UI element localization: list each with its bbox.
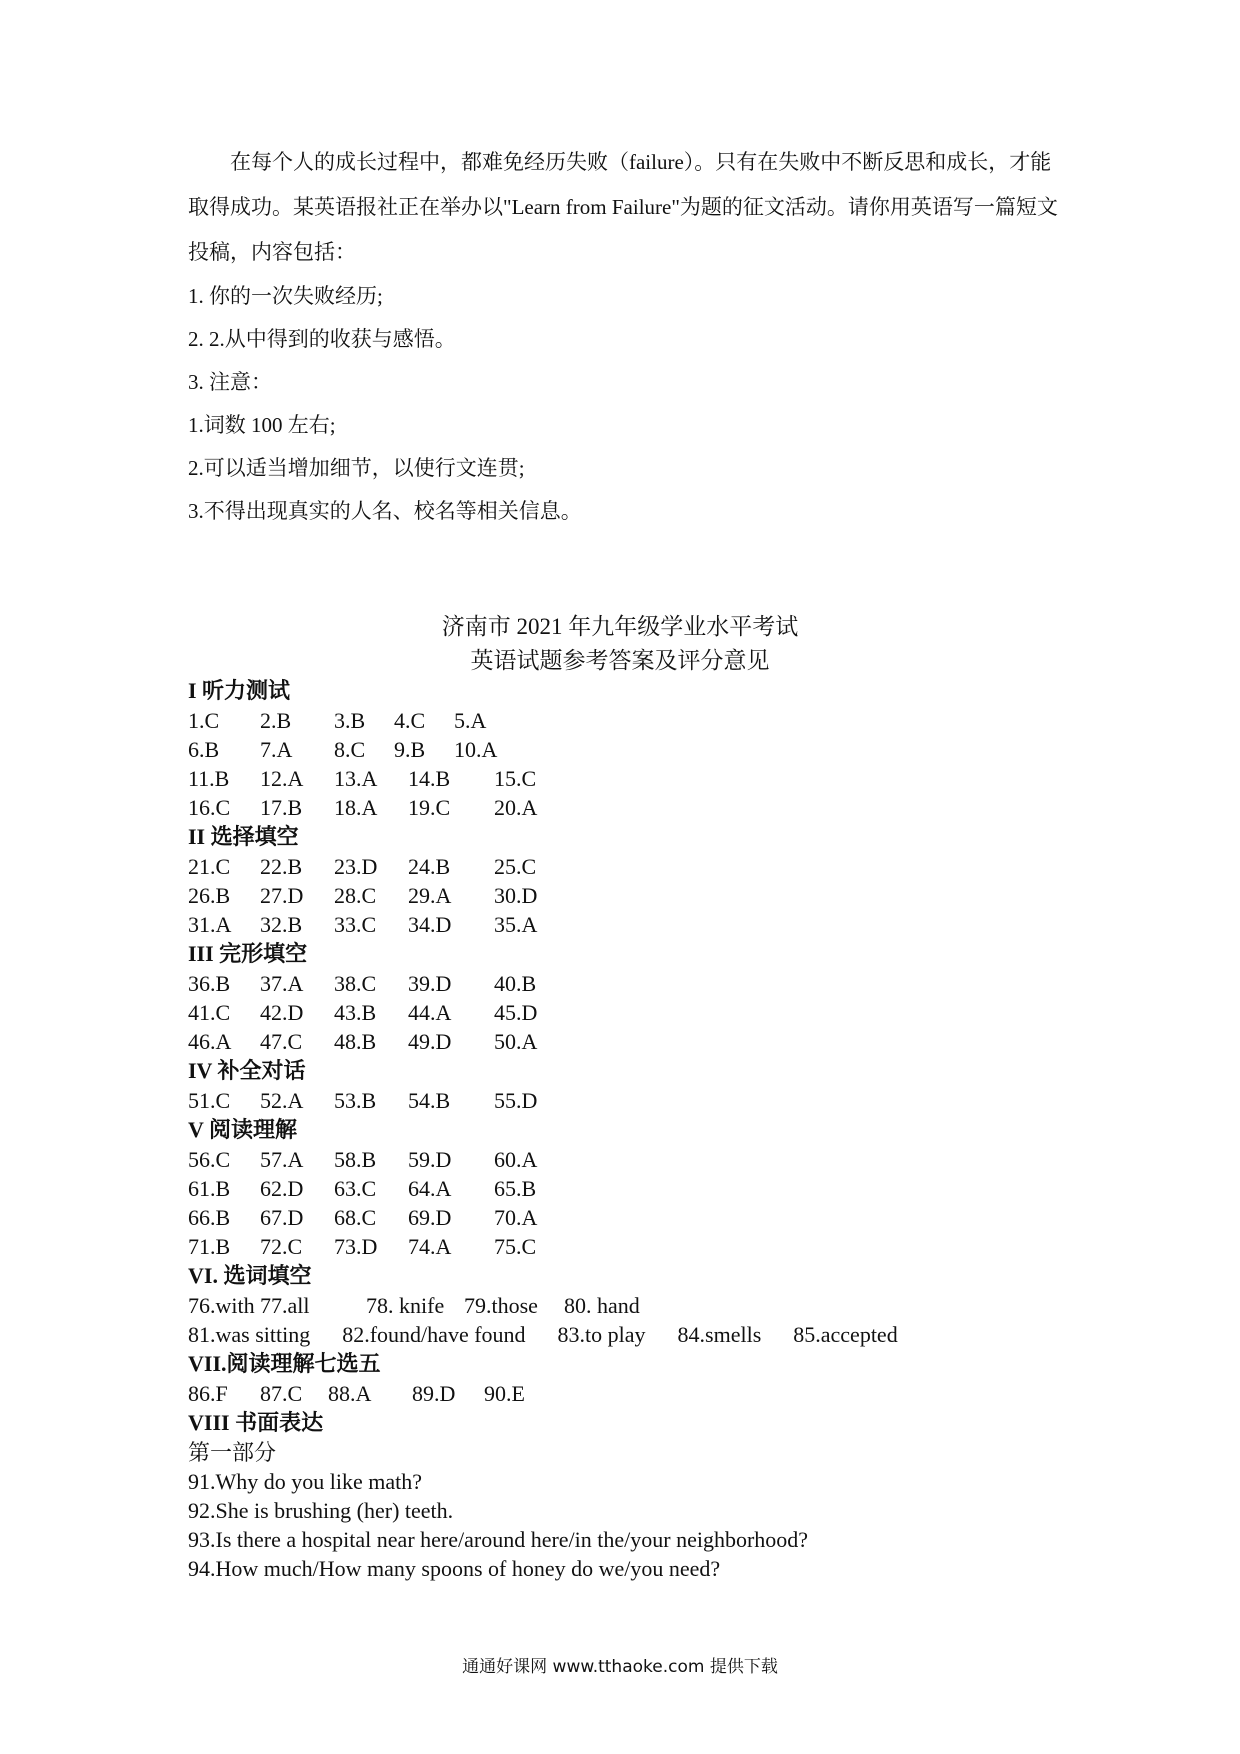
answer-cell: 60.A xyxy=(494,1147,538,1172)
answer-key-subtitle: 英语试题参考答案及评分意见 xyxy=(470,648,770,673)
section-heading: VIII 书面表达 xyxy=(188,1410,324,1435)
answer-row xyxy=(188,969,898,998)
answer-cell: 49.D xyxy=(408,1029,452,1054)
answer-key-title: 济南市 2021 年九年级学业水平考试 xyxy=(441,614,799,639)
answer-cell: 27.D xyxy=(260,883,304,908)
answer-cell: 9.B xyxy=(394,737,426,762)
answer-cell: 29.A xyxy=(408,883,452,908)
section-heading: VI. 选词填空 xyxy=(188,1263,312,1288)
answer-cell: 80. hand xyxy=(564,1293,640,1318)
answer-cell: 16.C xyxy=(188,795,231,820)
answer-key xyxy=(188,676,898,1583)
answer-row xyxy=(188,852,898,881)
prompt-item: 1. 你的一次失败经历; xyxy=(188,284,383,308)
answer-cell: 34.D xyxy=(408,912,452,937)
answer-cell: 72.C xyxy=(260,1234,303,1259)
answer-cell: 77.all xyxy=(260,1293,310,1318)
answer-cell: 32.B xyxy=(260,912,303,937)
answer-cell: 73.D xyxy=(334,1234,378,1259)
answer-cell: 52.A xyxy=(260,1088,304,1113)
answer-row xyxy=(188,735,898,764)
answer-cell: 40.B xyxy=(494,971,537,996)
answer-cell: 39.D xyxy=(408,971,452,996)
answer-sentence: 93.Is there a hospital near here/around here/in the/your neighborhood? xyxy=(188,1527,809,1552)
answer-cell: 4.C xyxy=(394,708,426,733)
answer-cell: 89.D xyxy=(412,1381,456,1406)
answer-cell: 30.D xyxy=(494,883,538,908)
answer-row xyxy=(188,1145,898,1174)
answer-cell: 12.A xyxy=(260,766,304,791)
answer-cell: 88.A xyxy=(328,1381,372,1406)
answer-cell: 33.C xyxy=(334,912,377,937)
answer-cell: 19.C xyxy=(408,795,451,820)
answer-cell: 22.B xyxy=(260,854,303,879)
answer-cell: 21.C xyxy=(188,854,231,879)
answer-cell: 41.C xyxy=(188,1000,231,1025)
writing-prompt xyxy=(188,140,1068,533)
answer-cell: 82.found/have found xyxy=(342,1322,526,1347)
answer-row xyxy=(188,998,898,1027)
answer-cell: 3.B xyxy=(334,708,366,733)
answer-cell: 38.C xyxy=(334,971,377,996)
answer-cell: 25.C xyxy=(494,854,537,879)
answer-sentence: 91.Why do you like math? xyxy=(188,1469,423,1494)
answer-cell: 85.accepted xyxy=(793,1322,898,1347)
section-heading: III 完形填空 xyxy=(188,941,308,966)
answer-cell: 43.B xyxy=(334,1000,377,1025)
answer-cell: 81.was sitting xyxy=(188,1322,311,1347)
answer-cell: 59.D xyxy=(408,1147,452,1172)
answer-row xyxy=(188,1174,898,1203)
answer-cell: 54.B xyxy=(408,1088,451,1113)
answer-cell: 78. knife xyxy=(366,1293,445,1318)
answer-row xyxy=(188,881,898,910)
answer-cell: 71.B xyxy=(188,1234,231,1259)
answer-row xyxy=(188,1320,898,1349)
answer-row xyxy=(188,706,898,735)
answer-cell: 23.D xyxy=(334,854,378,879)
answer-cell: 15.C xyxy=(494,766,537,791)
answer-cell: 90.E xyxy=(484,1381,525,1406)
answer-cell: 64.A xyxy=(408,1176,452,1201)
answer-cell: 2.B xyxy=(260,708,292,733)
answer-row xyxy=(188,1379,898,1408)
answer-cell: 11.B xyxy=(188,766,230,791)
prompt-item: 2.可以适当增加细节，以使行文连贯; xyxy=(188,456,525,480)
answer-cell: 7.A xyxy=(260,737,293,762)
answer-cell: 31.A xyxy=(188,912,232,937)
prompt-item: 1.词数 100 左右; xyxy=(188,413,336,437)
answer-cell: 62.D xyxy=(260,1176,304,1201)
answer-cell: 36.B xyxy=(188,971,231,996)
answer-row xyxy=(188,1086,898,1115)
answer-row xyxy=(188,1232,898,1261)
answer-cell: 83.to play xyxy=(557,1322,646,1347)
answer-cell: 17.B xyxy=(260,795,303,820)
answer-cell: 58.B xyxy=(334,1147,377,1172)
answer-cell: 55.D xyxy=(494,1088,538,1113)
prompt-item: 3. 注意： xyxy=(188,370,272,394)
answer-cell: 8.C xyxy=(334,737,366,762)
prompt-item: 2. 2.从中得到的收获与感悟。 xyxy=(188,327,456,351)
part-label: 第一部分 xyxy=(188,1440,277,1465)
answer-cell: 44.A xyxy=(408,1000,452,1025)
answer-cell: 75.C xyxy=(494,1234,537,1259)
answer-row xyxy=(188,1027,898,1056)
answer-cell: 53.B xyxy=(334,1088,377,1113)
answer-cell: 47.C xyxy=(260,1029,303,1054)
answer-cell: 45.D xyxy=(494,1000,538,1025)
answer-sentence: 94.How much/How many spoons of honey do we/you need? xyxy=(188,1556,721,1581)
answer-cell: 37.A xyxy=(260,971,304,996)
answer-cell: 69.D xyxy=(408,1205,452,1230)
answer-row xyxy=(188,1203,898,1232)
answer-row xyxy=(188,793,898,822)
answer-cell: 26.B xyxy=(188,883,231,908)
answer-cell: 76.with xyxy=(188,1293,255,1318)
answer-cell: 1.C xyxy=(188,708,220,733)
answer-cell: 57.A xyxy=(260,1147,304,1172)
prompt-paragraph: 在每个人的成长过程中，都难免经历失败（failure）。只有在失败中不断反思和成长，才能取得成功。某英语报社正在举办以"Learn from Failure"为题的征文活动。请你用英语写一篇短文投稿，内容包括： xyxy=(188,150,1058,264)
answer-cell: 46.A xyxy=(188,1029,232,1054)
page-footer: 通通好课网 www.tthaoke.com 提供下载 xyxy=(462,1657,778,1677)
answer-cell: 63.C xyxy=(334,1176,377,1201)
answer-cell: 35.A xyxy=(494,912,538,937)
answer-cell: 68.C xyxy=(334,1205,377,1230)
answer-cell: 61.B xyxy=(188,1176,231,1201)
answer-cell: 51.C xyxy=(188,1088,231,1113)
answer-cell: 48.B xyxy=(334,1029,377,1054)
section-heading: V 阅读理解 xyxy=(188,1117,297,1142)
section-heading: VII.阅读理解七选五 xyxy=(188,1351,381,1376)
answer-row xyxy=(188,910,898,939)
answer-cell: 70.A xyxy=(494,1205,538,1230)
answer-cell: 5.A xyxy=(454,708,487,733)
answer-cell: 20.A xyxy=(494,795,538,820)
answer-cell: 14.B xyxy=(408,766,451,791)
answer-row xyxy=(188,1291,898,1320)
answer-cell: 79.those xyxy=(464,1293,538,1318)
answer-cell: 56.C xyxy=(188,1147,231,1172)
answer-cell: 87.C xyxy=(260,1381,303,1406)
answer-cell: 18.A xyxy=(334,795,378,820)
answer-cell: 84.smells xyxy=(677,1322,762,1347)
section-heading: II 选择填空 xyxy=(188,824,299,849)
section-heading: I 听力测试 xyxy=(188,678,291,703)
answer-cell: 10.A xyxy=(454,737,498,762)
answer-cell: 50.A xyxy=(494,1029,538,1054)
answer-cell: 42.D xyxy=(260,1000,304,1025)
answer-cell: 66.B xyxy=(188,1205,231,1230)
answer-cell: 28.C xyxy=(334,883,377,908)
answer-cell: 67.D xyxy=(260,1205,304,1230)
answer-cell: 86.F xyxy=(188,1381,228,1406)
section-heading: IV 补全对话 xyxy=(188,1058,306,1083)
answer-sentence: 92.She is brushing (her) teeth. xyxy=(188,1498,454,1523)
prompt-item: 3.不得出现真实的人名、校名等相关信息。 xyxy=(188,499,582,523)
answer-cell: 65.B xyxy=(494,1176,537,1201)
answer-cell: 74.A xyxy=(408,1234,452,1259)
answer-cell: 6.B xyxy=(188,737,220,762)
answer-cell: 13.A xyxy=(334,766,378,791)
answer-row xyxy=(188,764,898,793)
answer-cell: 24.B xyxy=(408,854,451,879)
